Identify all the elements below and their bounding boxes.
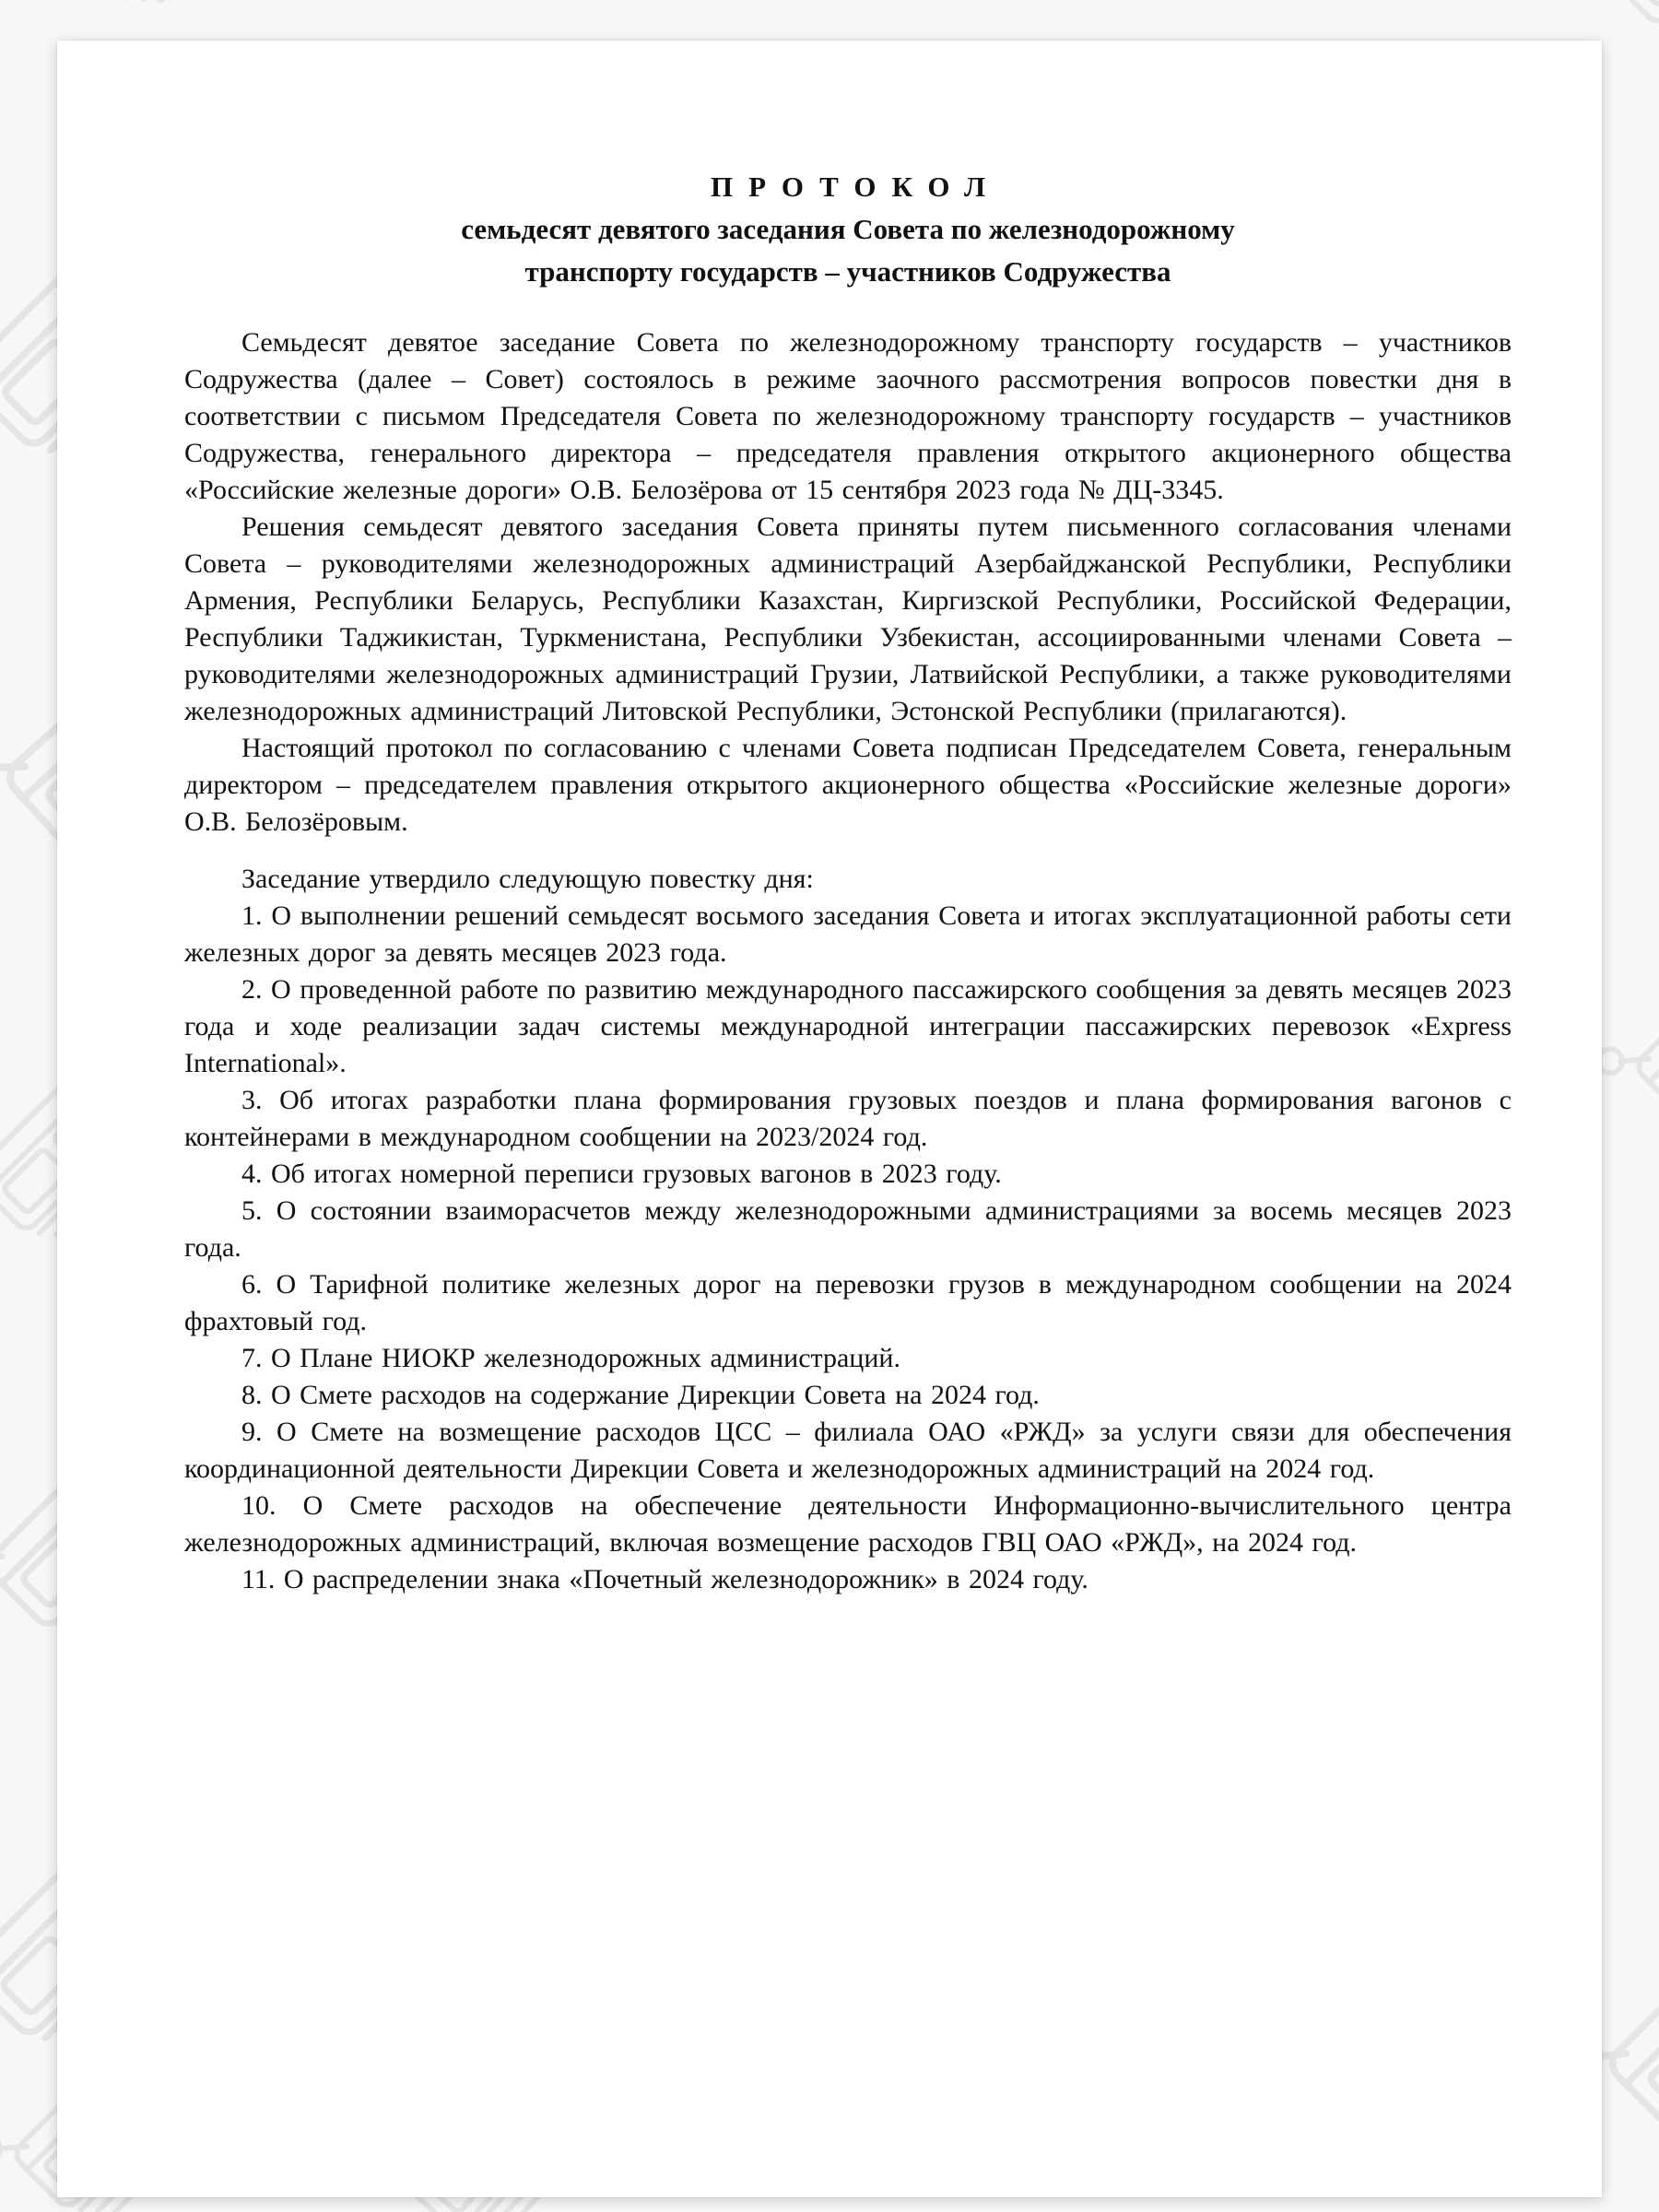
agenda-item-9: 9. О Смете на возмещение расходов ЦСС – филиала ОАО «РЖД» за услуги связи для обеспечения координационной деятельности Дирекции Совета и железнодорожных администраций на 2024 год. [184,1417,1512,1484]
agenda-item-3: 3. Об итогах разработки плана формирования грузовых поездов и плана формирования вагонов с контейнерами в международном сообщении на 2023/2024 год. [184,1085,1512,1152]
agenda-item-4: 4. Об итогах номерной переписи грузовых вагонов в 2023 году. [241,1159,1002,1189]
paragraph-protocol-signed: Настоящий протокол по согласованию с членами Совета подписан Председателем Совета, генеральным директором – председателем правления открытого акционерного общества «Российские железные дороги» О.В. Белозёровым. [184,733,1512,837]
document-title: ПРОТОКОЛ [710,171,1002,203]
agenda-item-1: 1. О выполнении решений семьдесят восьмого заседания Совета и итогах эксплуатационной работы сети железных дорог за девять месяцев 2023 года. [184,900,1512,968]
agenda-intro: Заседание утвердило следующую повестку дня: [241,864,814,894]
agenda-item-10: 10. О Смете расходов на обеспечение деятельности Информационно-вычислительного центра железнодорожных администраций, включая возмещение расходов ГВЦ ОАО «РЖД», на 2024 год. [184,1490,1512,1558]
document-subtitle-line1: семьдесят девятого заседания Совета по железнодорожному [461,213,1235,245]
document-body [184,324,1512,1598]
agenda-item-7: 7. О Плане НИОКР железнодорожных администраций. [241,1343,900,1373]
agenda-item-6: 6. О Тарифной политике железных дорог на перевозки грузов в международном сообщении на 2024 фрахтовый год. [184,1269,1512,1336]
document-subtitle-line2: транспорту государств – участников Содружества [524,255,1171,288]
document-page [57,41,1602,2197]
agenda-item-2: 2. О проведенной работе по развитию международного пассажирского сообщения за девять месяцев 2023 года и ходе реализации задач системы международной интеграции пассажирских перевозок «Express International». [184,974,1512,1078]
agenda-item-5: 5. О состоянии взаиморасчетов между железнодорожными администрациями за восемь месяцев 2023 года. [184,1195,1512,1263]
paragraph-meeting-mode: Семьдесят девятое заседание Совета по железнодорожному транспорту государств – участников Содружества (далее – Совет) состоялось в режиме заочного рассмотрения вопросов повестки дня в соответствии с письмом Председателя Совета по железнодорожному транспорту государств – участников Содружества, генерального директора – председателя правления открытого акционерного общества «Российские железные дороги» О.В. Белозёрова от 15 сентября 2023 года № ДЦ-3345. [184,327,1512,505]
agenda-item-11: 11. О распределении знака «Почетный железнодорожник» в 2024 году. [241,1564,1088,1594]
paragraph-decisions-approval: Решения семьдесят девятого заседания Совета приняты путем письменного согласования членами Совета – руководителями железнодорожных администраций Азербайджанской Республики, Республики Армения, Республики Беларусь, Республики Казахстан, Киргизской Республики, Российской Федерации, Республики Таджикистан, Туркменистана, Республики Узбекистан, ассоциированными членами Совета – руководителями железнодорожных администраций Грузии, Латвийской Республики, а также руководителями железнодорожных администраций Литовской Республики, Эстонской Республики (прилагаются). [184,512,1512,726]
agenda-item-8: 8. О Смете расходов на содержание Дирекции Совета на 2024 год. [241,1380,1040,1410]
